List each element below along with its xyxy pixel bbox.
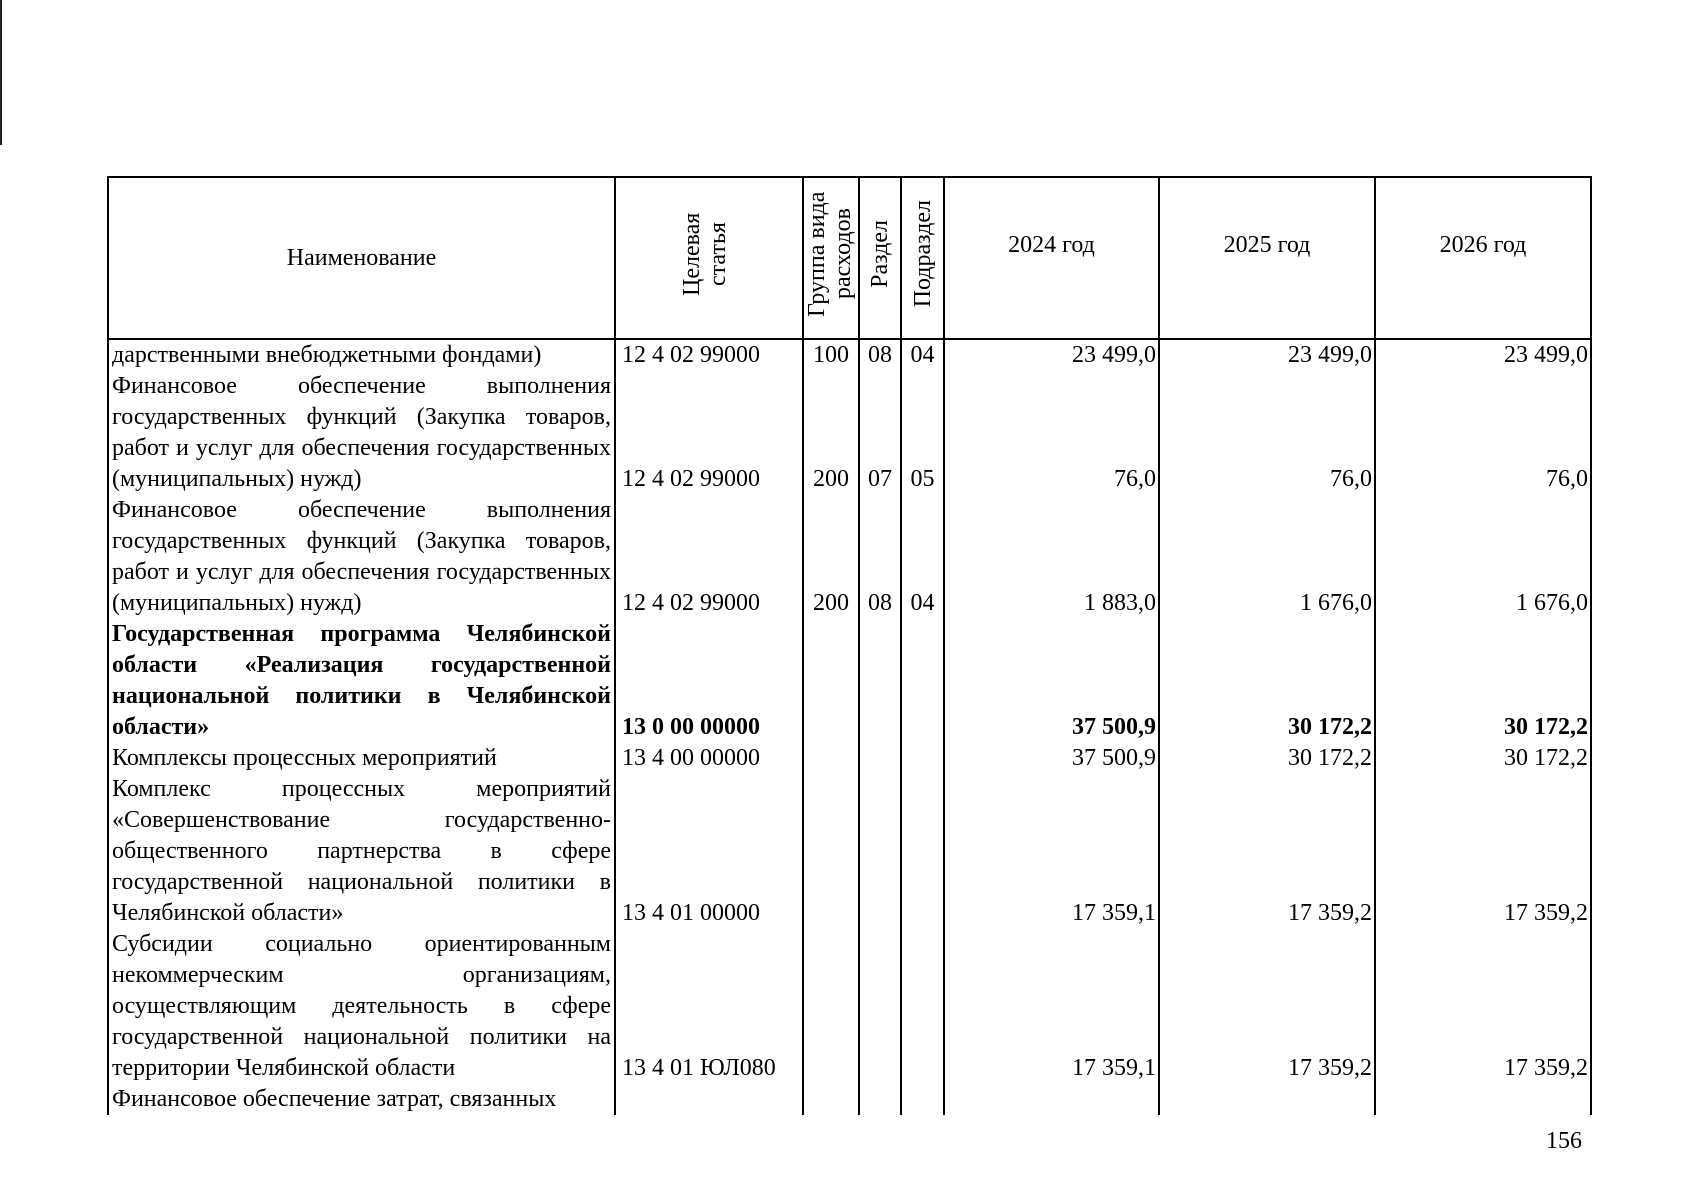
budget-table [107, 176, 1592, 1115]
cell-expense-group: 200 [803, 495, 859, 619]
cell-name: дарственными внебюджетными фондами) [108, 339, 615, 371]
cell-2025: 17 359,2 [1159, 774, 1375, 929]
cell-target-article: 13 4 00 00000 [615, 743, 803, 774]
cell-section [859, 619, 901, 743]
cell-expense-group [803, 929, 859, 1084]
cell-2025: 17 359,2 [1159, 929, 1375, 1084]
cell-2026: 23 499,0 [1375, 339, 1591, 371]
cell-subsection: 04 [901, 495, 944, 619]
cell-name: Государственная программа Челябинской области «Реализация государственной национальной политики в Челябинской области» [108, 619, 615, 743]
header-year-2026: 2026 год [1375, 177, 1591, 339]
cell-2026: 30 172,2 [1375, 619, 1591, 743]
table-row [108, 619, 1591, 743]
table-body [108, 339, 1591, 1115]
table-row [108, 371, 1591, 495]
cell-target-article: 12 4 02 99000 [615, 495, 803, 619]
header-year-2024: 2024 год [944, 177, 1159, 339]
table-row [108, 929, 1591, 1084]
page-number: 156 [1546, 1128, 1582, 1154]
cell-target-article: 13 4 01 00000 [615, 774, 803, 929]
cell-expense-group: 100 [803, 339, 859, 371]
cell-target-article: 12 4 02 99000 [615, 371, 803, 495]
cell-2026: 30 172,2 [1375, 743, 1591, 774]
header-expense-group: Группа вида расходов [803, 177, 859, 339]
cell-subsection [901, 619, 944, 743]
table-row [108, 743, 1591, 774]
cell-subsection [901, 1084, 944, 1115]
header-section: Раздел [859, 177, 901, 339]
cell-subsection: 04 [901, 339, 944, 371]
cell-2026: 1 676,0 [1375, 495, 1591, 619]
cell-target-article: 13 0 00 00000 [615, 619, 803, 743]
cell-2024: 23 499,0 [944, 339, 1159, 371]
cell-section: 08 [859, 495, 901, 619]
table-row [108, 774, 1591, 929]
cell-2025: 23 499,0 [1159, 339, 1375, 371]
cell-2024: 76,0 [944, 371, 1159, 495]
cell-section [859, 929, 901, 1084]
scan-edge-line [0, 0, 2, 145]
cell-2024: 37 500,9 [944, 619, 1159, 743]
cell-expense-group [803, 743, 859, 774]
cell-2026: 17 359,2 [1375, 929, 1591, 1084]
cell-target-article: 12 4 02 99000 [615, 339, 803, 371]
table-row [108, 1084, 1591, 1115]
cell-target-article: 13 4 01 ЮЛ080 [615, 929, 803, 1084]
cell-subsection [901, 743, 944, 774]
cell-2025: 30 172,2 [1159, 743, 1375, 774]
cell-section: 08 [859, 339, 901, 371]
header-row [108, 177, 1591, 339]
cell-2026 [1375, 1084, 1591, 1115]
cell-name: Финансовое обеспечение выполнения государственных функций (Закупка товаров, работ и услуг для обеспечения государственных (муниципальных) нужд) [108, 371, 615, 495]
cell-subsection [901, 774, 944, 929]
cell-section [859, 1084, 901, 1115]
cell-name: Комплекс процессных мероприятий «Совершенствование государственно-общественного партнерства в сфере государственной национальной политики в Челябинской области» [108, 774, 615, 929]
cell-expense-group [803, 1084, 859, 1115]
cell-expense-group: 200 [803, 371, 859, 495]
cell-section: 07 [859, 371, 901, 495]
cell-name: Комплексы процессных мероприятий [108, 743, 615, 774]
cell-2026: 76,0 [1375, 371, 1591, 495]
cell-2024: 37 500,9 [944, 743, 1159, 774]
cell-subsection [901, 929, 944, 1084]
cell-section [859, 774, 901, 929]
cell-2024: 1 883,0 [944, 495, 1159, 619]
header-subsection: Подраздел [901, 177, 944, 339]
cell-2025: 30 172,2 [1159, 619, 1375, 743]
cell-name: Субсидии социально ориентированным некоммерческим организациям, осуществляющим деятельность в сфере государственной национальной политики на территории Челябинской области [108, 929, 615, 1084]
cell-subsection: 05 [901, 371, 944, 495]
cell-expense-group [803, 619, 859, 743]
cell-2024: 17 359,1 [944, 929, 1159, 1084]
cell-name: Финансовое обеспечение затрат, связанных [108, 1084, 615, 1115]
cell-target-article [615, 1084, 803, 1115]
cell-name: Финансовое обеспечение выполнения государственных функций (Закупка товаров, работ и услуг для обеспечения государственных (муниципальных) нужд) [108, 495, 615, 619]
header-year-2025: 2025 год [1159, 177, 1375, 339]
cell-2026: 17 359,2 [1375, 774, 1591, 929]
cell-2024 [944, 1084, 1159, 1115]
cell-2024: 17 359,1 [944, 774, 1159, 929]
header-name: Наименование [108, 177, 615, 339]
cell-section [859, 743, 901, 774]
table-row [108, 339, 1591, 371]
header-target-article: Целевая статья [615, 177, 803, 339]
cell-expense-group [803, 774, 859, 929]
cell-2025 [1159, 1084, 1375, 1115]
cell-2025: 76,0 [1159, 371, 1375, 495]
cell-2025: 1 676,0 [1159, 495, 1375, 619]
table-row [108, 495, 1591, 619]
